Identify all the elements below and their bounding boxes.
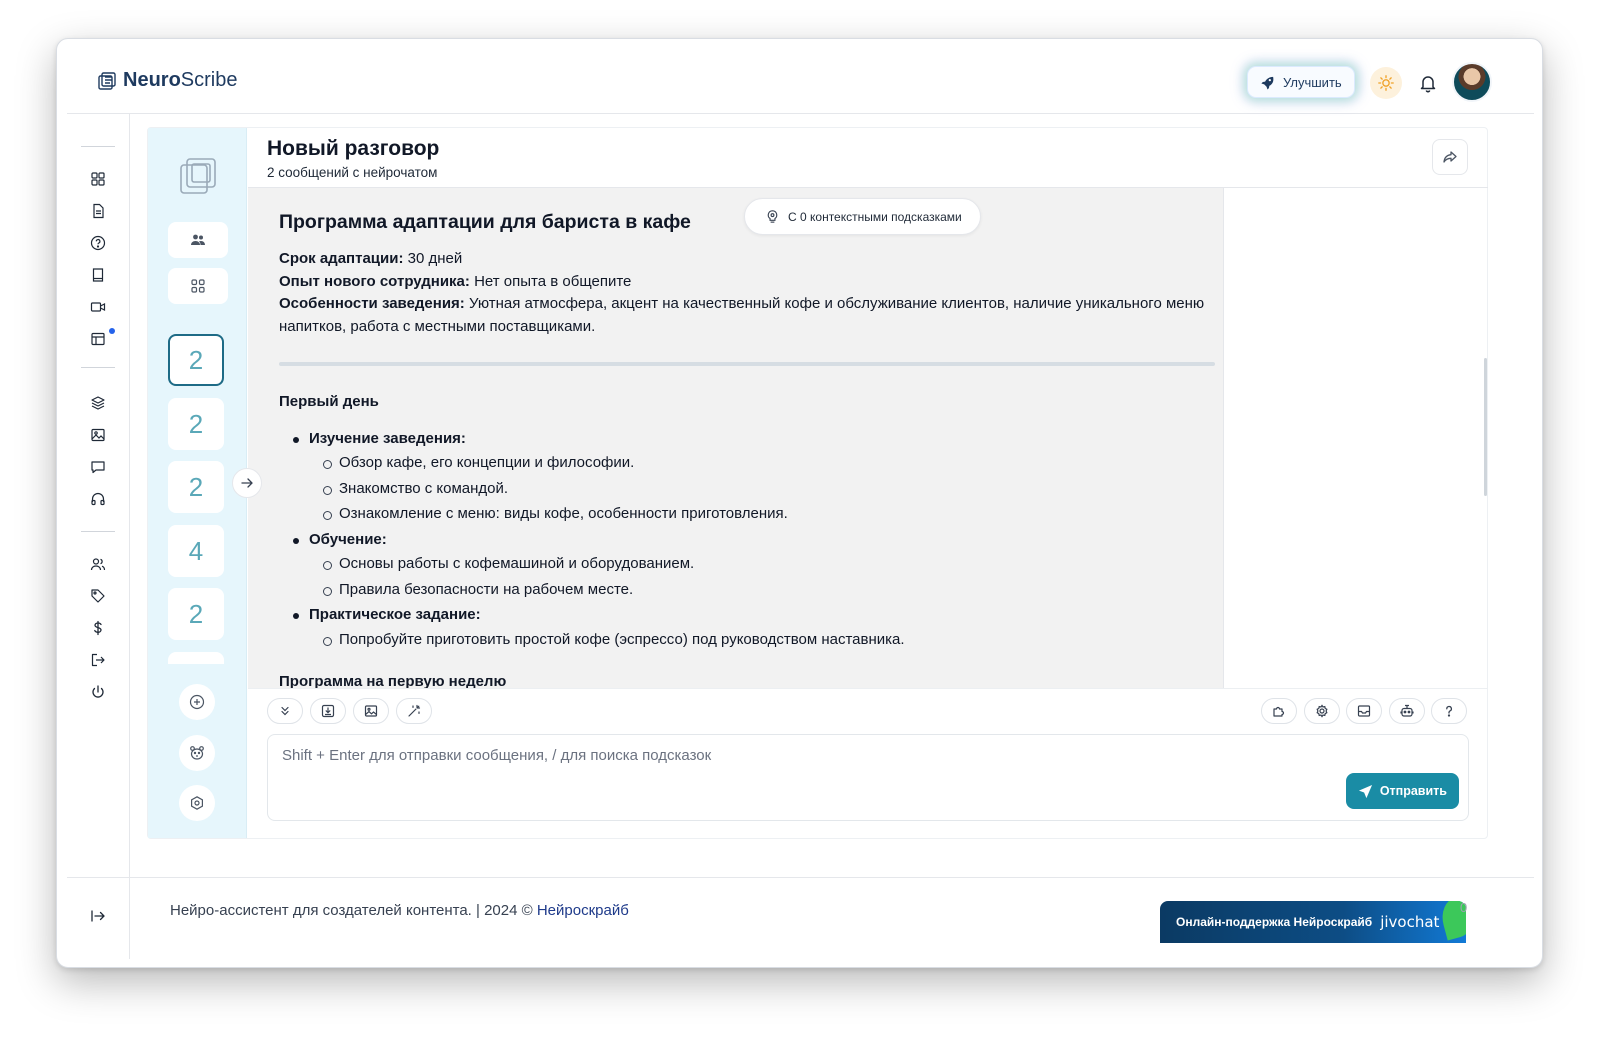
support-chat-label: Онлайн-поддержка Нейроскрайб [1176,915,1373,929]
sub-list-item: Ознакомление с меню: виды кофе, особенности приготовления. [323,503,1215,526]
robot-icon [1400,704,1414,718]
footer-copyright: Нейро-ассистент для создателей контента. | 2024 © [170,902,537,919]
conversation-item[interactable]: 2 [168,461,224,513]
apps-button[interactable] [168,268,228,304]
conversation-item[interactable]: 2 [168,398,224,450]
sub-list-item: Знакомство с командой. [323,478,1215,501]
rail-divider [81,146,115,147]
send-button[interactable] [1346,773,1459,809]
conversation-item[interactable]: 2 [168,588,224,640]
templates-button[interactable] [1346,698,1382,724]
gear-icon [189,795,205,811]
user-avatar[interactable] [1452,62,1492,102]
jivochat-logo: jivochat [1380,913,1440,931]
field-value: Уютная атмосфера, акцент на качественный кофе и обслуживание клиентов, наличие уникального меню напитков, работа с местными поставщиками. [279,295,1205,335]
list-item-title: Изучение заведения: [309,429,466,447]
table-icon[interactable] [88,329,108,349]
sub-list [323,553,1215,601]
theme-toggle[interactable] [1370,67,1402,99]
expand-nav-icon[interactable] [90,908,106,924]
bear-icon [189,745,205,761]
message-field [279,293,1215,338]
share-button[interactable] [1432,139,1468,175]
paper-plane-icon [1358,784,1373,799]
conversation-item-partial[interactable] [168,652,224,664]
help-circle-icon[interactable] [88,233,108,253]
list-item [293,529,1215,602]
divider [279,362,1215,366]
field-value: Нет опыта в общепите [469,272,632,290]
scrollbar[interactable] [1484,358,1487,496]
app-window [56,38,1543,968]
chat-title: Новый разговор [267,137,440,160]
expand-sidebar-button[interactable] [232,468,262,498]
question-mark-icon [1442,704,1456,718]
upgrade-button[interactable] [1247,66,1355,98]
field-value: 30 дней [403,250,463,267]
sub-list-item: Правила безопасности на рабочем месте. [323,579,1215,602]
users-icon [190,233,206,247]
brand-mark-icon [178,156,218,196]
share-icon [1442,149,1458,165]
top-bar [67,49,1534,114]
support-chat-widget[interactable] [1160,901,1466,943]
chat-subtitle: 2 сообщений с нейрочатом [267,165,438,180]
download-box-icon [321,704,335,718]
insert-image-button[interactable] [353,698,389,724]
message-heading: Программа адаптации для бариста в кафе [279,211,691,233]
assistant-button[interactable] [179,735,215,771]
sub-list [323,629,1215,652]
chat-bubble-icon[interactable] [88,457,108,477]
message-field [279,271,1215,294]
users-icon[interactable] [88,554,108,574]
upgrade-label: Улучшить [1283,74,1342,90]
power-icon[interactable] [88,682,108,702]
import-button[interactable] [310,698,346,724]
footer-text [170,902,629,919]
image-icon [364,704,378,718]
sub-list-item: Попробуйте приготовить простой кофе (эспрессо) под руководством наставника. [323,629,1215,652]
footer-link[interactable]: Нейроскрайб [536,902,629,919]
conversation-item[interactable]: 2 [168,334,224,386]
app-logo[interactable] [97,69,238,92]
video-icon[interactable] [88,297,108,317]
composer-toolbar [248,688,1488,734]
image-icon[interactable] [88,425,108,445]
list-item [293,604,1215,651]
message-body [279,210,1215,688]
app-inner [67,49,1534,959]
list-item-title: Практическое задание: [309,606,481,623]
logo-light-text: Scribe [180,69,238,91]
lightbulb-icon [765,209,780,224]
context-hints-label: С 0 контекстными подсказками [788,209,962,224]
chat-panel [147,127,1488,839]
book-icon[interactable] [88,265,108,285]
sun-icon [1377,74,1395,92]
notification-dot [109,328,115,334]
sub-list-item: Обзор кафе, его концепции и философии. [323,452,1215,475]
magic-button[interactable] [396,698,432,724]
footer-rail [67,878,130,959]
notifications-button[interactable] [1412,67,1444,99]
settings-button[interactable] [179,785,215,821]
plugins-button[interactable] [1261,698,1297,724]
list-item [293,428,1215,526]
main-nav-rail [67,114,130,959]
logout-icon[interactable] [88,650,108,670]
sub-list [323,452,1215,526]
rail-divider [81,367,115,368]
section-heading: Первый день [279,393,379,410]
document-icon[interactable] [88,201,108,221]
field-label: Срок адаптации: [279,250,404,267]
sub-list-item: Основы работы с кофемашиной и оборудованием. [323,553,1215,576]
gear-icon [1315,704,1329,718]
send-label: Отправить [1379,784,1447,798]
field-label: Опыт нового сотрудника: [279,272,470,290]
headphones-icon[interactable] [88,489,108,509]
dollar-icon[interactable] [88,618,108,638]
message-input[interactable] [282,747,1342,807]
chevrons-down-icon [278,704,292,718]
footer-counter: 0 [1460,900,1468,915]
puzzle-icon [1272,704,1286,718]
rocket-icon [1260,75,1275,90]
plus-circle-icon [189,694,205,710]
chat-header [248,128,1488,188]
help-button[interactable] [1431,698,1467,724]
rail-divider [81,531,115,532]
new-chat-button[interactable] [179,684,215,720]
message-composer [267,734,1469,821]
bot-button[interactable] [1389,698,1425,724]
field-label: Особенности заведения: [279,295,465,312]
chat-settings-button[interactable] [1304,698,1340,724]
context-hints-badge[interactable] [744,198,981,235]
logo-bold-text: Neuro [123,69,181,91]
inbox-icon [1357,704,1371,718]
list-item-title: Обучение: [309,530,387,548]
assistant-message [248,188,1224,688]
bullet-list [293,428,1215,652]
grid-icon [191,279,205,293]
logo-icon [97,71,117,91]
magic-wand-icon [407,704,421,718]
layers-icon[interactable] [88,393,108,413]
tag-icon[interactable] [88,586,108,606]
bell-icon [1418,73,1438,93]
arrow-right-icon [240,476,254,490]
dashboard-icon[interactable] [88,169,108,189]
collapse-button[interactable] [267,698,303,724]
section-heading: Программа на первую неделю [279,673,507,688]
message-field [279,248,1215,271]
conversation-item[interactable]: 4 [168,525,224,577]
footer [67,877,1534,959]
team-button[interactable] [168,222,228,258]
